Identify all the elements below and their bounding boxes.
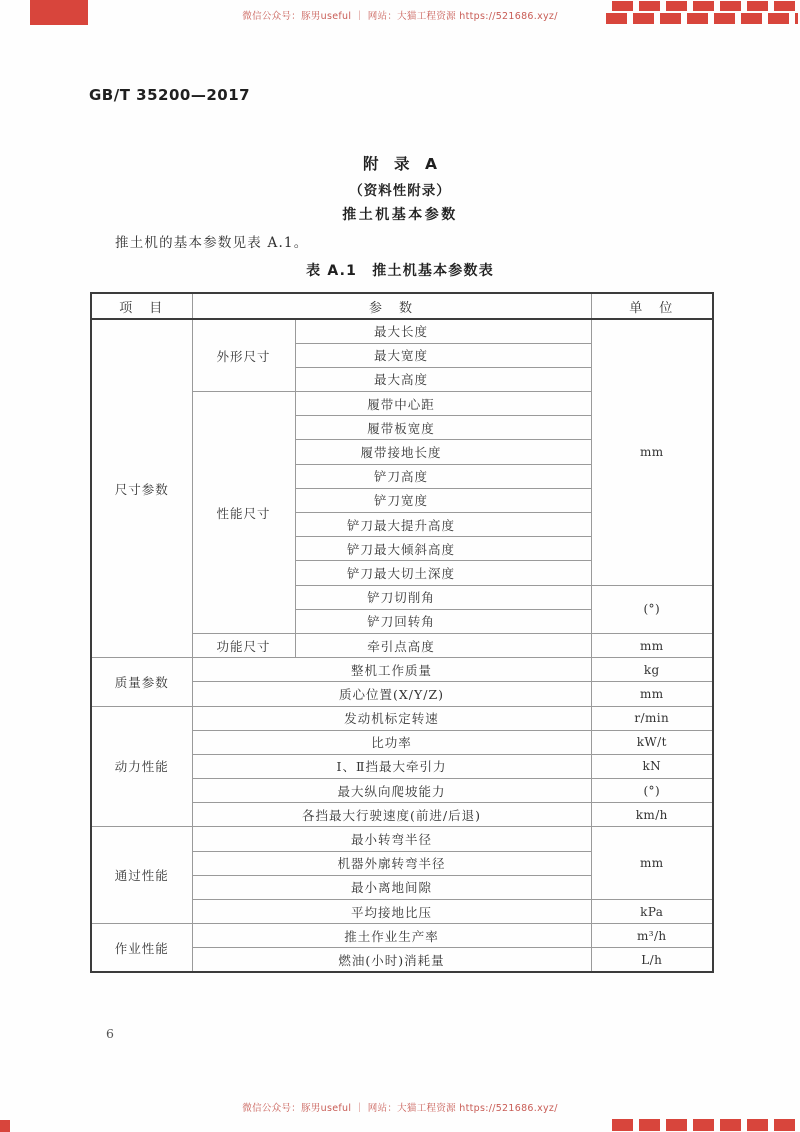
param-cell: 最小转弯半径 (192, 827, 591, 851)
watermark-block-strip (612, 1119, 796, 1131)
unit-cell: kg (591, 658, 713, 682)
param-cell: 燃油(小时)消耗量 (192, 948, 591, 972)
param-cell: 铲刀最大切土深度 (295, 561, 591, 585)
param-cell: 铲刀切削角 (295, 585, 591, 609)
unit-cell: L/h (591, 948, 713, 972)
param-cell: 最大高度 (295, 367, 591, 391)
intro-paragraph: 推土机的基本参数见表 A.1。 (115, 235, 309, 251)
subgroup-label-outline: 外形尺寸 (192, 319, 295, 392)
param-cell: 铲刀高度 (295, 464, 591, 488)
footer-watermark-text: 微信公众号：豚男useful ｜ 网站：大猫工程资源 https://521686.xyz/ (242, 1103, 558, 1114)
param-cell: 整机工作质量 (192, 658, 591, 682)
param-cell: 发动机标定转速 (192, 706, 591, 730)
appendix-title: 附 录 A (363, 155, 437, 173)
parameters-table (90, 292, 714, 973)
table-row (91, 924, 713, 948)
unit-cell: mm (591, 682, 713, 706)
param-cell: 最大宽度 (295, 343, 591, 367)
table-caption: 表 A.1 推土机基本参数表 (306, 263, 494, 279)
subgroup-label-performance: 性能尺寸 (192, 392, 295, 634)
unit-cell: kPa (591, 900, 713, 924)
param-cell: 平均接地比压 (192, 900, 591, 924)
param-cell: 质心位置(X/Y/Z) (192, 682, 591, 706)
param-cell: 铲刀回转角 (295, 609, 591, 633)
unit-cell: r/min (591, 706, 713, 730)
param-cell: 履带板宽度 (295, 416, 591, 440)
param-cell: 铲刀最大提升高度 (295, 513, 591, 537)
param-cell: 最大纵向爬坡能力 (192, 779, 591, 803)
header-watermark-text: 微信公众号：豚男useful ｜ 网站：大猫工程资源 https://521686.xyz/ (242, 11, 558, 22)
param-cell: 履带中心距 (295, 392, 591, 416)
unit-cell: kW/t (591, 730, 713, 754)
param-cell: 机器外廓转弯半径 (192, 851, 591, 875)
table-row (91, 827, 713, 851)
unit-cell: m³/h (591, 924, 713, 948)
col-header-parameter: 参 数 (192, 293, 591, 319)
param-cell: 最小离地间隙 (192, 875, 591, 899)
unit-cell: mm (591, 827, 713, 900)
appendix-subtitle: （资料性附录） (349, 183, 451, 199)
group-label-mass: 质量参数 (91, 658, 192, 706)
group-label-power: 动力性能 (91, 706, 192, 827)
group-label-size: 尺寸参数 (91, 319, 192, 658)
unit-cell: kN (591, 754, 713, 778)
param-cell: 牵引点高度 (295, 633, 591, 657)
param-cell: 履带接地长度 (295, 440, 591, 464)
param-cell: 铲刀宽度 (295, 488, 591, 512)
col-header-unit: 单 位 (591, 293, 713, 319)
group-label-mobility: 通过性能 (91, 827, 192, 924)
unit-cell: mm (591, 633, 713, 657)
param-cell: 比功率 (192, 730, 591, 754)
unit-cell: mm (591, 319, 713, 585)
table-row (91, 706, 713, 730)
standard-code: GB/T 35200—2017 (89, 86, 251, 104)
unit-cell: km/h (591, 803, 713, 827)
param-cell: 推土作业生产率 (192, 924, 591, 948)
group-label-work: 作业性能 (91, 924, 192, 972)
table-header-row (91, 293, 713, 319)
param-cell: 最大长度 (295, 319, 591, 343)
watermark-block (0, 1120, 10, 1132)
unit-cell: (°) (591, 779, 713, 803)
table-row (91, 658, 713, 682)
subgroup-label-function: 功能尺寸 (192, 633, 295, 657)
unit-cell: (°) (591, 585, 713, 633)
col-header-item: 项 目 (91, 293, 192, 319)
param-cell: 各挡最大行驶速度(前进/后退) (192, 803, 591, 827)
param-cell: 铲刀最大倾斜高度 (295, 537, 591, 561)
appendix-section-title: 推土机基本参数 (342, 207, 458, 223)
param-cell: Ⅰ、Ⅱ挡最大牵引力 (192, 754, 591, 778)
table-row (91, 319, 713, 343)
page-number: 6 (106, 1026, 114, 1041)
